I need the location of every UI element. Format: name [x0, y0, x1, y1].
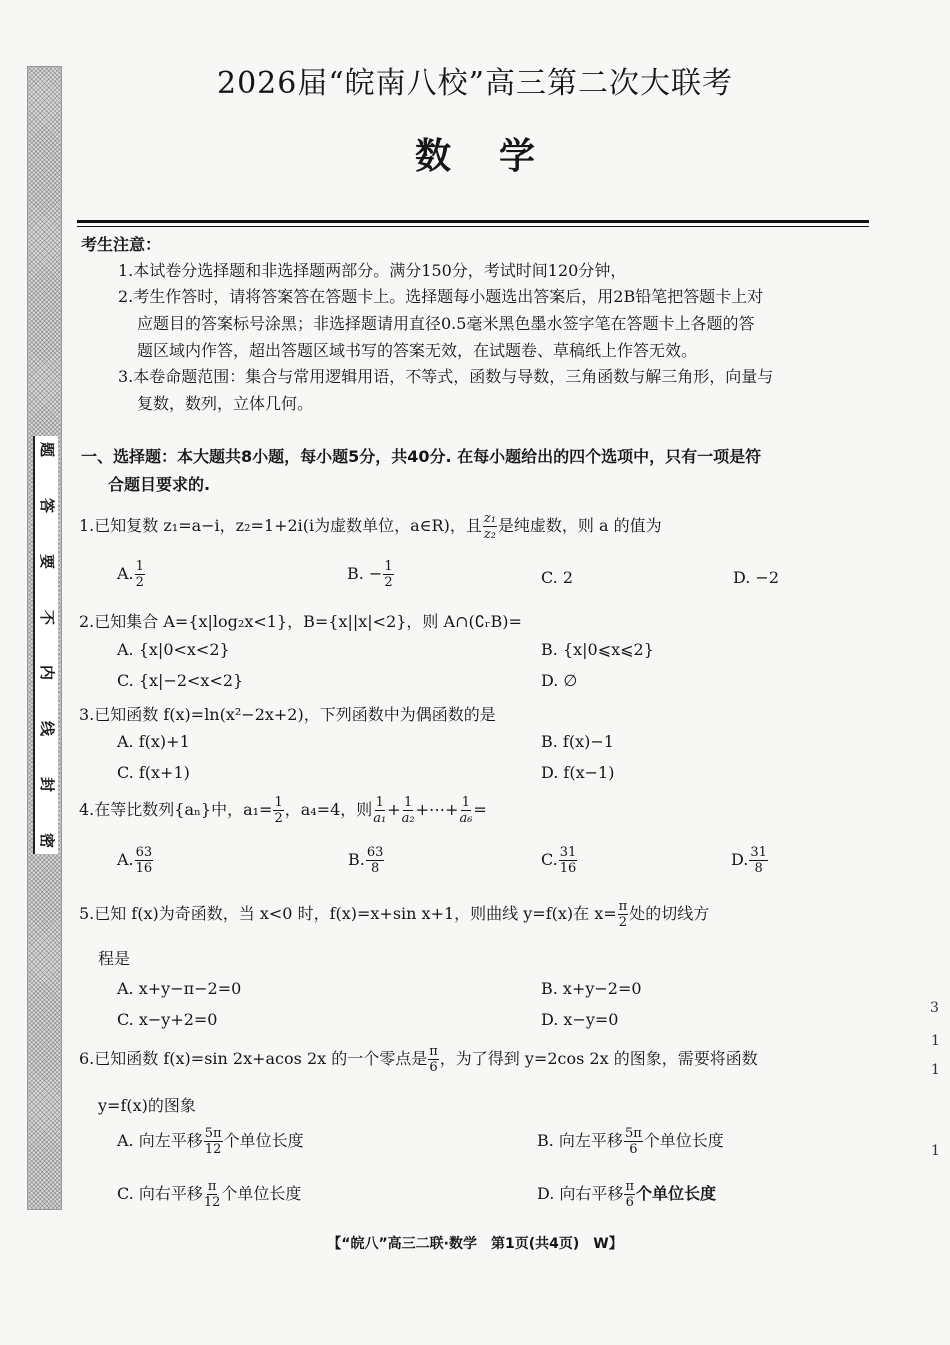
edge-mark: 1 [931, 1062, 940, 1078]
option-fraction [624, 1127, 643, 1156]
frac-den: 6 [629, 1142, 638, 1157]
q6-fraction [428, 1045, 439, 1074]
exam-title: 2026届“皖南八校”高三第二次大联考 [216, 66, 734, 101]
frac-den: 12 [203, 1195, 221, 1210]
frac-num: 5π [204, 1126, 222, 1141]
frac-den: 2 [135, 575, 144, 590]
q6-option-b [537, 1127, 724, 1156]
q4-term-fraction [402, 796, 415, 825]
option-text: 个单位长度 [223, 1131, 304, 1150]
notice-item: 复数，数列，立体几何。 [137, 394, 314, 413]
notice-item: 3.本卷命题范围：集合与常用逻辑用语，不等式，函数与导数，三角函数与解三角形，向量与 [118, 367, 774, 386]
q4-a1-fraction [273, 796, 283, 825]
page-footer: 【“皖八”高三二联·数学 第1页(共4页) W】 [327, 1236, 623, 1252]
frac-num: 63 [135, 845, 153, 860]
edge-mark: 3 [930, 1000, 939, 1016]
option-label: D. 向右平移 [537, 1184, 624, 1203]
q3-option-b: B. f(x)−1 [541, 732, 614, 751]
option-text: 个单位长度 [643, 1131, 724, 1150]
option-fraction [135, 560, 145, 589]
notice-item: 2.考生作答时，请将答案答在答题卡上。选择题每小题选出答案后，用2B铅笔把答题卡上对 [118, 287, 764, 306]
frac-num: π [429, 1044, 438, 1059]
question-5-stem [79, 900, 709, 929]
seal-char: 题 [37, 441, 56, 458]
q6-stem-b: ，为了得到 y=2cos 2x 的图象，需要将函数 [439, 1049, 758, 1068]
header-rule-thin [77, 226, 869, 227]
q1-stem-b: 是纯虚数，则 a 的值为 [497, 516, 662, 535]
q5-option-b: B. x+y−2=0 [541, 979, 642, 998]
q1-option-d: D. −2 [733, 568, 780, 587]
frac-num: 63 [366, 845, 384, 860]
q5-option-c: C. x−y+2=0 [117, 1010, 218, 1029]
q1-fraction [483, 512, 497, 541]
frac-num: 1 [404, 795, 413, 810]
question-2-stem: 2.已知集合 A={x|log₂x<1}，B={x||x|<2}，则 A∩(∁ᵣB)= [79, 612, 522, 631]
q4-option-a [117, 846, 154, 875]
option-label: B. 向左平移 [537, 1131, 623, 1150]
header-rule [77, 220, 869, 223]
frac-den: 8 [754, 861, 763, 876]
frac-num: 31 [750, 845, 767, 860]
q2-option-b: B. {x|0⩽x⩽2} [541, 640, 654, 659]
frac-den: a₁ [373, 811, 387, 826]
option-fraction [366, 846, 385, 875]
seal-char: 不 [37, 609, 56, 625]
q1-option-a [117, 560, 146, 589]
option-label: A. 向左平移 [117, 1131, 203, 1150]
frac-num: 1 [461, 795, 471, 810]
option-fraction [383, 560, 393, 589]
ellipsis-sum: +⋯+ [415, 800, 459, 819]
q5-stem-b: 处的切线方 [629, 904, 710, 923]
option-text: 个单位长度 [635, 1184, 716, 1203]
frac-num: π [618, 899, 628, 914]
plus-sign: + [387, 800, 401, 819]
q4-option-c [541, 846, 578, 875]
frac-num: 1 [384, 559, 393, 574]
frac-num: 5π [624, 1126, 642, 1141]
q3-option-a: A. f(x)+1 [117, 732, 190, 751]
equals-sign: = [473, 800, 487, 819]
frac-num: 31 [559, 845, 577, 860]
q5-option-d: D. x−y=0 [541, 1010, 619, 1029]
option-text: 个单位长度 [221, 1184, 302, 1203]
option-label: A. [117, 564, 134, 583]
option-label: B. − [347, 564, 383, 583]
q2-option-d: D. ∅ [541, 671, 578, 690]
q4-term-fraction [459, 796, 472, 825]
q4-option-d [731, 846, 769, 875]
question-4-stem [79, 796, 487, 825]
seal-char: 线 [37, 721, 56, 737]
notice-item: 题区域内作答，超出答题区域书写的答案无效，在试题卷、草稿纸上作答无效。 [137, 341, 698, 360]
section-heading: 一、选择题：本大题共8小题，每小题5分，共40分. 在每小题给出的四个选项中，只有一项是符 [81, 447, 762, 466]
frac-num: z₁ [483, 511, 496, 526]
q6-option-c [117, 1180, 301, 1209]
frac-den: 8 [370, 861, 380, 876]
q3-option-c: C. f(x+1) [117, 763, 190, 782]
q1-option-c: C. 2 [541, 568, 574, 587]
frac-den: 16 [135, 861, 153, 876]
question-3-stem: 3.已知函数 f(x)=ln(x²−2x+2)，下列函数中为偶函数的是 [79, 705, 496, 724]
frac-den: 2 [274, 811, 283, 826]
subject-title: 数学 [414, 136, 583, 177]
q2-option-a: A. {x|0<x<2} [117, 640, 230, 659]
notice-item: 1.本试卷分选择题和非选择题两部分。满分150分，考试时间120分钟， [118, 261, 627, 280]
frac-num: 1 [375, 795, 384, 810]
edge-mark: 1 [931, 1033, 940, 1049]
option-label: C. [541, 850, 558, 869]
frac-num: π [625, 1179, 634, 1194]
seal-char: 封 [37, 777, 56, 793]
q6-stem-a: 6.已知函数 f(x)=sin 2x+acos 2x 的一个零点是 [79, 1049, 428, 1068]
seal-char: 要 [37, 553, 56, 569]
q6-option-a [117, 1127, 304, 1156]
section-heading-cont: 合题目要求的. [108, 475, 211, 494]
frac-num: 1 [274, 795, 283, 810]
frac-den: 6 [429, 1060, 438, 1075]
q4-stem-b: ，a₄=4，则 [284, 800, 373, 819]
q1-option-b [347, 560, 395, 589]
frac-den: a₂ [401, 811, 415, 826]
option-fraction [559, 846, 578, 875]
edge-mark: 1 [931, 1143, 940, 1159]
option-label: A. [117, 850, 134, 869]
notice-title: 考生注意： [81, 235, 162, 254]
option-fraction [204, 1127, 223, 1156]
option-label: D. [731, 850, 749, 869]
q5-fraction [618, 900, 629, 929]
frac-den: 2 [384, 575, 393, 590]
frac-den: a₆ [459, 811, 473, 826]
seal-char: 内 [37, 665, 56, 681]
frac-den: 2 [618, 915, 628, 930]
frac-den: z₂ [483, 527, 496, 542]
question-6-stem [79, 1045, 758, 1074]
q2-option-c: C. {x|−2<x<2} [117, 671, 244, 690]
option-fraction [204, 1180, 221, 1209]
frac-den: 12 [204, 1142, 222, 1157]
option-label: B. [348, 850, 365, 869]
seal-char: 密 [37, 832, 56, 848]
notice-item: 应题目的答案标号涂黑；非选择题请用直径0.5毫米黑色墨水签字笔在答题卡上各题的答 [137, 314, 755, 333]
q5-option-a: A. x+y−π−2=0 [117, 979, 242, 998]
question-1-stem [79, 512, 662, 541]
option-fraction [624, 1180, 635, 1209]
q6-stem-cont: y=f(x)的图象 [98, 1096, 196, 1115]
q6-option-d [537, 1180, 716, 1209]
option-fraction [749, 846, 768, 875]
seal-line-panel [33, 436, 58, 854]
q4-term-fraction [373, 796, 386, 825]
seal-char: 答 [37, 497, 56, 513]
frac-den: 16 [559, 861, 577, 876]
option-fraction [135, 846, 154, 875]
q5-stem-cont: 程是 [98, 949, 131, 968]
frac-den: 6 [625, 1195, 634, 1210]
frac-num: 1 [135, 559, 144, 574]
q4-option-b [348, 846, 385, 875]
q5-stem-a: 5.已知 f(x)为奇函数，当 x<0 时，f(x)=x+sin x+1，则曲线 y=f(x)在 x= [79, 904, 617, 923]
q3-option-d: D. f(x−1) [541, 763, 615, 782]
q1-stem-a: 1.已知复数 z₁=a−i，z₂=1+2i(i为虚数单位，a∈R)，且 [79, 516, 482, 535]
option-label: C. 向右平移 [117, 1184, 203, 1203]
frac-num: π [207, 1179, 217, 1194]
q4-stem-a: 4.在等比数列{aₙ}中，a₁= [79, 800, 273, 819]
